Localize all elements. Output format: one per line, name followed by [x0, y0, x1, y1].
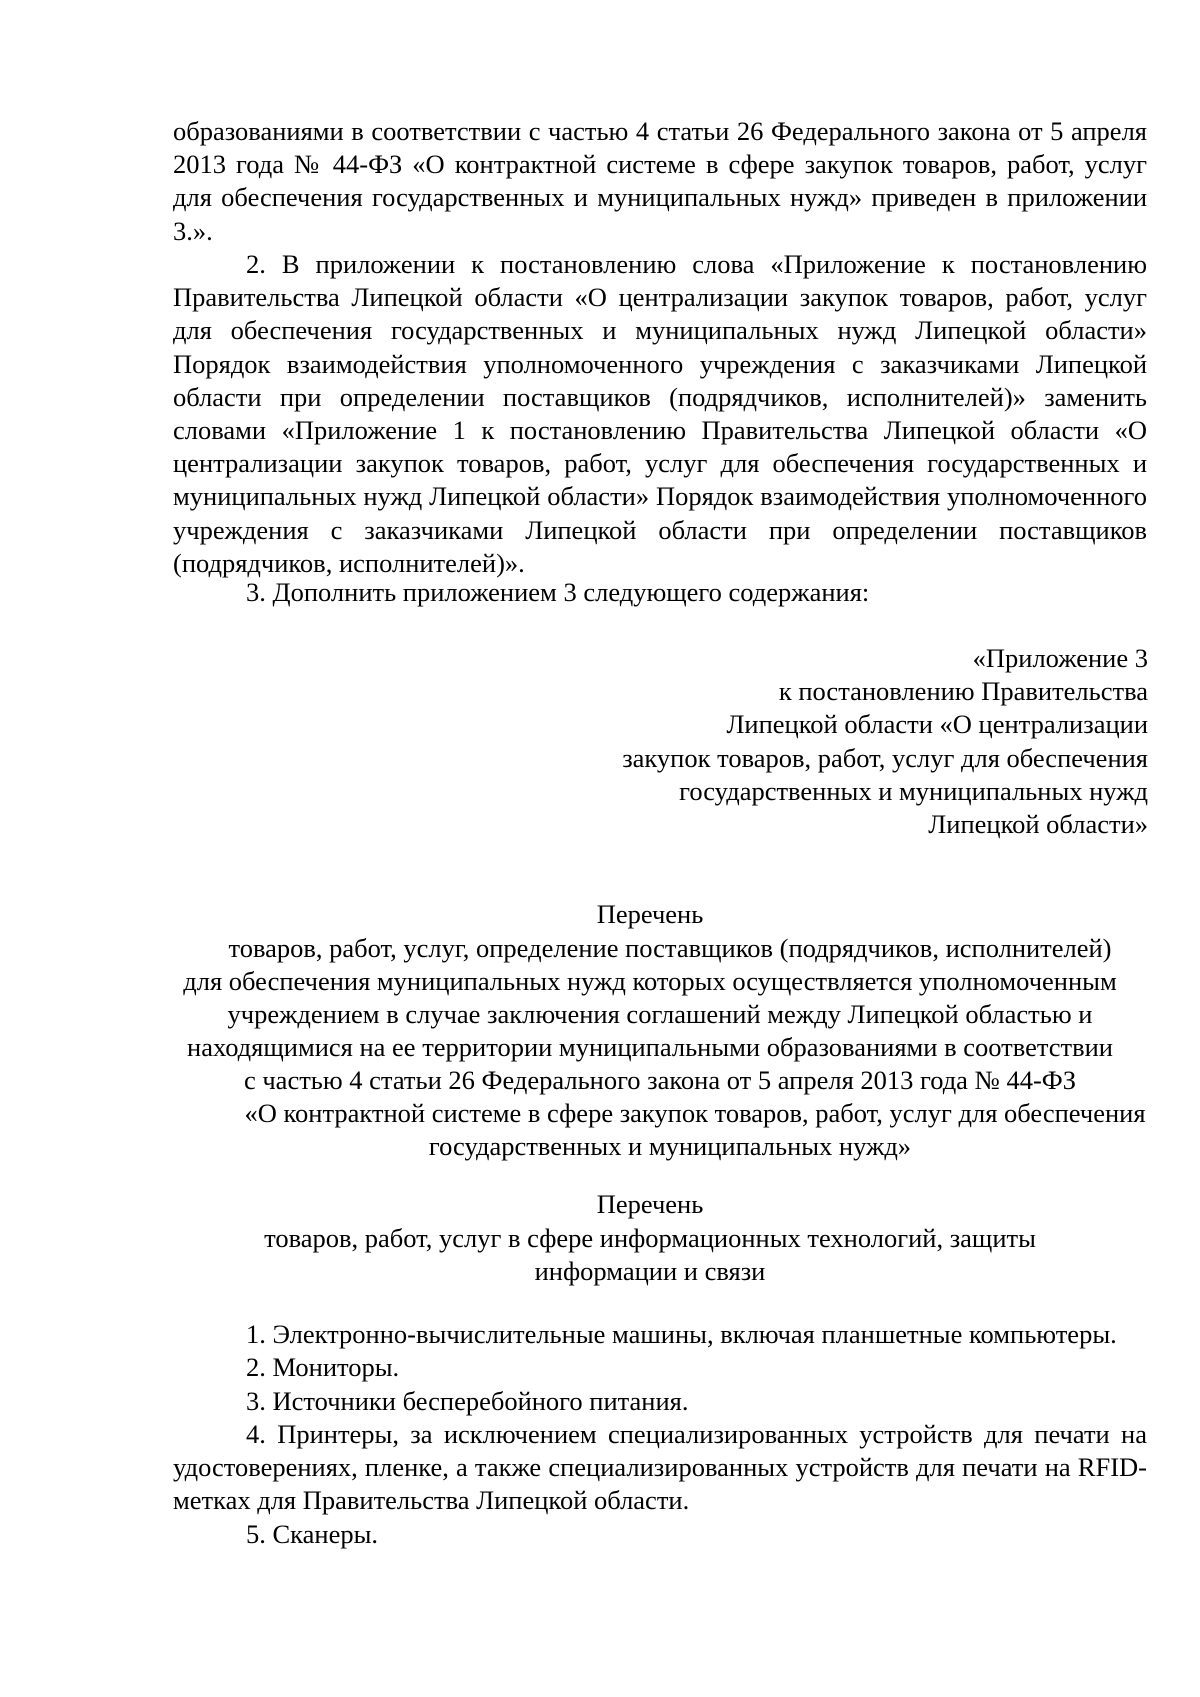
heading-subtitle-line: находящимися на ее территории муниципальными образованиями в соответствии	[187, 1032, 1113, 1062]
heading-subtitle-line: товаров, работ, услуг в сфере информационных технологий, защиты	[264, 1223, 1036, 1253]
appendix-header	[500, 642, 1148, 841]
list-item: 5. Сканеры.	[246, 1518, 379, 1549]
appendix-header-line: к постановлению Правительства	[778, 676, 1148, 707]
list-item: 3. Источники бесперебойного питания.	[246, 1385, 689, 1416]
heading-subtitle-line: с частью 4 статьи 26 Федерального закона от 5 апреля 2013 года № 44-ФЗ	[243, 1065, 1077, 1095]
appendix-header-line: Липецкой области»	[928, 809, 1148, 840]
it-list-heading-subtitle	[100, 1222, 1200, 1288]
list-item: 2. Мониторы.	[246, 1352, 400, 1383]
appendix-header-line: закупок товаров, работ, услуг для обеспечения	[622, 742, 1148, 773]
heading-subtitle-line: государственных и муниципальных нужд»	[428, 1131, 912, 1161]
heading-subtitle-line: «О контрактной системе в сфере закупок товаров, работ, услуг для обеспечения	[244, 1098, 1146, 1128]
list-heading-subtitle	[100, 932, 1200, 1163]
paragraph-intro: образованиями в соответствии с частью 4 статьи 26 Федерального закона от 5 апреля 2013 года № 44-ФЗ «О контрактной системе в сфере закупок товаров, работ, услуг для обеспечения государственных и муниципальных нужд» приведен в приложении 3.».	[173, 116, 1147, 246]
paragraph-item-3: 3. Дополнить приложением 3 следующего содержания:	[246, 577, 870, 607]
heading-subtitle-line: для обеспечения муниципальных нужд которых осуществляется уполномоченным	[183, 966, 1117, 996]
it-goods-list	[173, 1318, 1147, 1551]
list-item: 1. Электронно-вычислительные машины, включая планшетные компьютеры.	[246, 1319, 1117, 1349]
heading-subtitle-line: товаров, работ, услуг, определение поставщиков (подрядчиков, исполнителей)	[228, 933, 1112, 963]
appendix-header-line: государственных и муниципальных нужд	[679, 775, 1148, 806]
appendix-header-line: «Приложение 3	[972, 643, 1148, 673]
heading-subtitle-line: учреждением в случае заключения соглашений между Липецкой областью и	[227, 999, 1093, 1029]
heading-subtitle-line: информации и связи	[534, 1256, 766, 1286]
appendix-header-line: Липецкой области «О централизации	[726, 709, 1148, 740]
list-item: 4. Принтеры, за исключением специализированных устройств для печати на удостоверениях, пленке, а также специализированных устройств для печати на RFID-метках для Правительства Липецкой области.	[173, 1418, 1147, 1516]
list-heading-title: Перечень	[596, 899, 704, 929]
it-list-heading-title: Перечень	[596, 1189, 704, 1219]
paragraph-item-2: 2. В приложении к постановлению слова «Приложение к постановлению Правительства Липецкой области «О централизации закупок товаров, работ, услуг для обеспечения государственных и муниципальных нужд Липецкой области» Порядок взаимодействия уполномоченного учреждения с заказчиками Липецкой области при определении поставщиков (подрядчиков, исполнителей)» заменить словами «Приложение 1 к постановлению Правительства Липецкой области «О централизации закупок товаров, работ, услуг для обеспечения государственных и муниципальных нужд Липецкой области» Порядок взаимодействия уполномоченного учреждения с заказчиками Липецкой области при определении поставщиков (подрядчиков, исполнителей)».	[173, 249, 1147, 578]
